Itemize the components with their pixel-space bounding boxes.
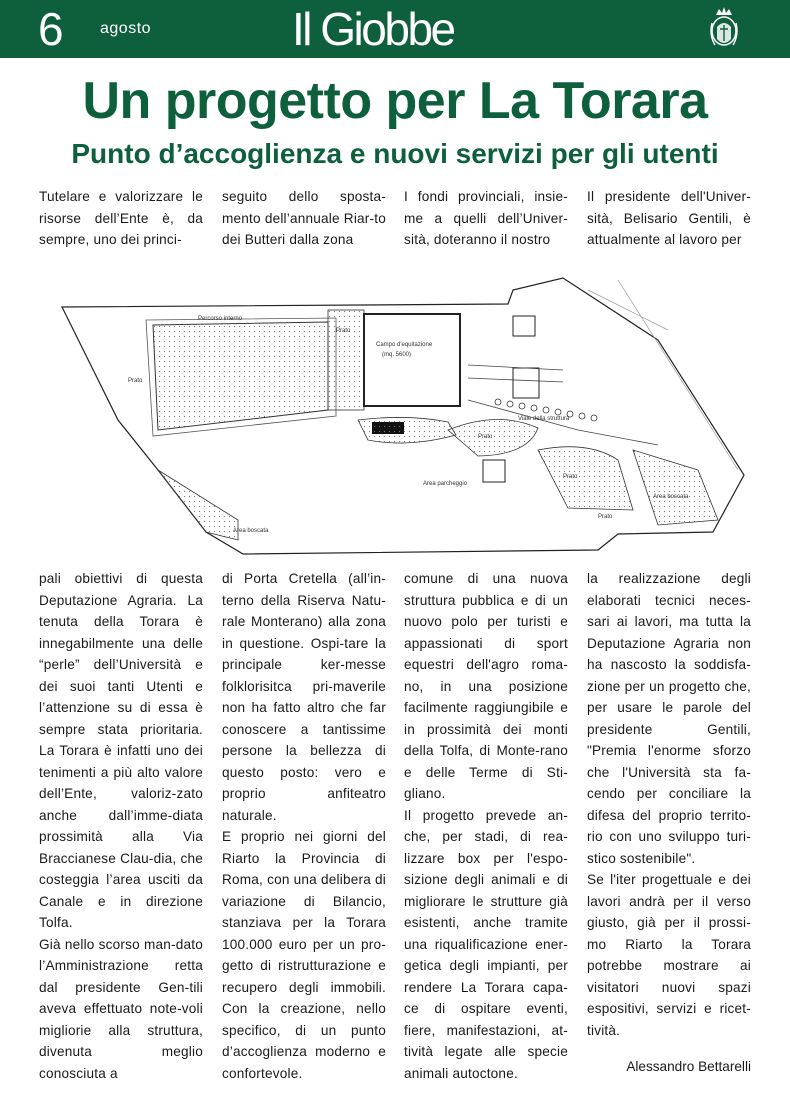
- coat-of-arms-icon: [707, 5, 741, 51]
- plan-label-parcheggio: Area parcheggio: [423, 481, 468, 487]
- area-boscata-east: [633, 450, 718, 525]
- paragraph: E proprio nei giorni del Riarto la Provincia di Roma, con una delibera di variazione di Bilancio, stanziava per la Torara 100.000 euro per un pro-getto di ristrutturazione e recupero degli immobili. Con la creazione, nello specifico, di un punto d’accoglienza moderno e confortevole.: [222, 829, 386, 1081]
- column-4-top: Il presidente dell'Univer-sità, Belisario Gentili, è attualmente al lavoro per: [587, 189, 751, 247]
- column-2-body: [222, 568, 386, 1084]
- paragraph: comune di una nuova struttura pubblica e di un nuovo polo per turisti e appassionati di sport equestri dell'agro roma-no, in una posizione facilmente raggiungibile e in prossimità dei monti della Tolfa, di Monte-rano e delle Terme di Sti-gliano.: [404, 571, 568, 801]
- paragraph: di Porta Cretella (all’in-terno della Riserva Natu-rale Monterano) alla zona in questione. Ospi-tare la principale ker-messe folklorisitca pri-maverile non ha fatto altro che far conoscere a tantissime persone la bellezza di questo posto: vero e proprio anfiteatro naturale.: [222, 571, 386, 823]
- plan-label-prato-3: Prato: [478, 434, 493, 440]
- masthead: [0, 0, 790, 58]
- plan-label-prato-2: Prato: [336, 328, 351, 334]
- paragraph: pali obiettivi di questa Deputazione Agraria. La tenuta della Torara è innegabilmente una delle “perle” dell’Università e dei suoi tanti Utenti e l’attenzione su di essa è sempre stata prioritaria. La Torara è infatti uno dei tenimenti a più alto valore dell’Ente, valoriz-zato anche dall’imme-diata prossimità alla Via Braccianese Clau-dia, che costeggia l’area usciti da Canale e in direzione Tolfa.: [39, 571, 203, 930]
- pond: [358, 417, 456, 443]
- issue-month: agosto: [100, 20, 152, 37]
- prato-block: [328, 310, 364, 410]
- plan-label-campo-area: (mq. 5600): [382, 352, 412, 358]
- column-1-body: [39, 568, 203, 1084]
- paragraph: Se l'iter progettuale e dei lavori andrà per il verso giusto, già per il prossi-mo Riarto la Torara potrebbe mostrare ai visitatori nuovi spazi espositivi, servizi e ricet-tività.: [587, 872, 751, 1038]
- article-subtitle: Punto d’accoglienza e nuovi servizi per gli utenti: [71, 138, 719, 169]
- column-4-body: [587, 568, 751, 1041]
- plan-label-percorso: Percorso interno: [198, 316, 243, 322]
- plan-label-viale: Viale della struttura: [518, 416, 570, 422]
- paragraph: Il progetto prevede an-che, per stadi, di rea-lizzare box per l'espo-sizione degli animali e di migliorare le strutture già esistenti, anche tramite una riqualificazione ener-getica degli impianti, per rendere La Torara capa-ce di ospitare eventi, fiere, manifestazioni, at-tività legate alle specie animali autoctone.: [404, 807, 568, 1081]
- newspaper-name: Il Giobbe: [292, 3, 454, 55]
- plan-label-bosco-1: Area boscata: [653, 494, 689, 500]
- site-plan-drawing: [58, 270, 750, 566]
- inner-path: [153, 322, 328, 430]
- column-2-top: seguito dello sposta-mento dell’annuale Riar-to dei Butteri dalla zona: [222, 189, 386, 247]
- small-building-3: [483, 460, 505, 482]
- column-3-top: I fondi provinciali, insie-me a quelli dell’Univer-sità, doteranno il nostro: [404, 189, 568, 247]
- small-building-1: [513, 316, 535, 336]
- small-building-2: [513, 368, 539, 398]
- plan-label-bosco-2: Area boscata: [233, 528, 269, 534]
- column-1-top: Tutelare e valorizzare le risorse dell’Ente è, da sempre, uno dei princi-: [39, 189, 203, 247]
- road: [468, 365, 563, 382]
- area-boscata-west: [158, 470, 238, 540]
- plan-label-campo: Campo d'equitazione: [376, 342, 433, 348]
- article-author: Alessandro Bettarelli: [626, 1059, 751, 1074]
- page-number: 6: [38, 3, 63, 55]
- plan-label-prato-5: Prato: [598, 514, 613, 520]
- prato-east: [538, 447, 633, 510]
- paragraph: Già nello scorso man-dato l’Amministrazione retta dal presidente Gen-tili aveva effettuato note-voli migliorie alla struttura, divenuta meglio conosciuta a: [39, 936, 203, 1081]
- column-3-body: [404, 568, 568, 1084]
- campo-equitazione: [364, 314, 460, 406]
- prato-south: [448, 419, 538, 456]
- plan-label-prato-1: Prato: [128, 378, 143, 384]
- plan-label-prato-4: Prato: [563, 474, 578, 480]
- paragraph: la realizzazione degli elaborati tecnici neces-sari ai lavori, ma tutta la Deputazione Agraria non ha nascosto la soddisfa-zione per un progetto che, per usare le parole del presidente Gentili, "Premia l'enorme sforzo che l'Università sta fa-cendo per conciliare la difesa del proprio territo-rio con uno sviluppo turi-stico sostenibile".: [587, 571, 751, 866]
- article-title: Un progetto per La Torara: [82, 72, 708, 130]
